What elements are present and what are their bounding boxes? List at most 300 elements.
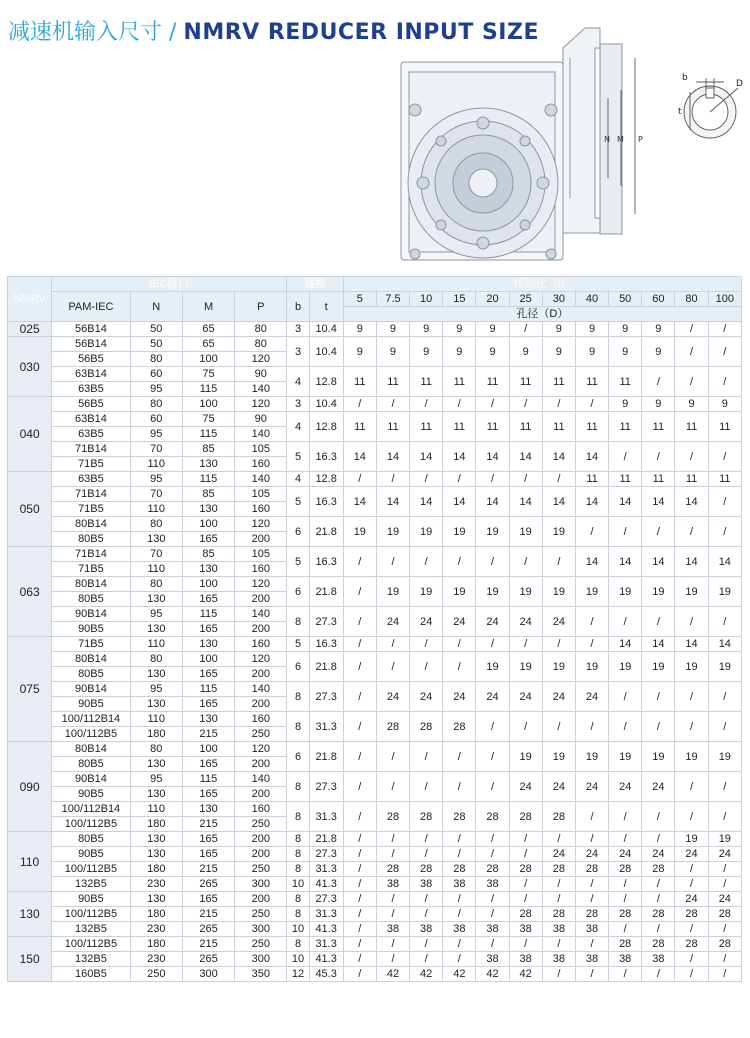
title-en: NMRV REDUCER INPUT SIZE bbox=[183, 20, 539, 45]
t-cell: 16.3 bbox=[309, 442, 343, 472]
bore-cell: / bbox=[443, 772, 476, 802]
dim-n-label: N bbox=[604, 135, 610, 144]
m-cell: 100 bbox=[182, 577, 234, 592]
bore-cell: 24 bbox=[376, 607, 409, 637]
b-cell: 8 bbox=[287, 832, 309, 847]
p-cell: 90 bbox=[235, 367, 287, 382]
bore-cell: 28 bbox=[443, 802, 476, 832]
bore-cell: / bbox=[410, 547, 443, 577]
bore-cell: / bbox=[443, 472, 476, 487]
bore-cell: / bbox=[376, 472, 409, 487]
b-cell: 12 bbox=[287, 967, 309, 982]
m-cell: 100 bbox=[182, 352, 234, 367]
bore-cell: 19 bbox=[509, 742, 542, 772]
ratio-header-cell: 60 bbox=[642, 292, 675, 307]
bore-cell: / bbox=[410, 907, 443, 922]
pam-iec-cell: 100/112B5 bbox=[52, 817, 130, 832]
bore-cell: 28 bbox=[509, 907, 542, 922]
bore-cell: / bbox=[609, 442, 642, 472]
table-row bbox=[8, 742, 742, 757]
p-cell: 300 bbox=[235, 877, 287, 892]
bore-cell: 24 bbox=[575, 772, 608, 802]
bore-cell: / bbox=[675, 337, 708, 367]
n-cell: 80 bbox=[130, 397, 182, 412]
bore-cell: / bbox=[509, 397, 542, 412]
bore-cell: / bbox=[343, 637, 376, 652]
bore-cell: 14 bbox=[675, 637, 708, 652]
p-cell: 250 bbox=[235, 862, 287, 877]
table-row bbox=[8, 877, 742, 892]
bore-cell: 19 bbox=[675, 742, 708, 772]
bore-cell: / bbox=[509, 832, 542, 847]
dim-d-label: D bbox=[736, 79, 743, 89]
m-cell: 130 bbox=[182, 637, 234, 652]
bore-cell: 19 bbox=[708, 742, 741, 772]
bore-cell: 19 bbox=[675, 652, 708, 682]
bore-cell: / bbox=[476, 397, 509, 412]
bore-cell: 24 bbox=[443, 682, 476, 712]
p-cell: 140 bbox=[235, 607, 287, 622]
bore-cell: / bbox=[410, 832, 443, 847]
p-cell: 120 bbox=[235, 652, 287, 667]
p-cell: 200 bbox=[235, 697, 287, 712]
bore-cell: / bbox=[675, 607, 708, 637]
bore-cell: 11 bbox=[476, 412, 509, 442]
bore-cell: / bbox=[708, 322, 741, 337]
bore-cell: 9 bbox=[642, 397, 675, 412]
table-row bbox=[8, 637, 742, 652]
p-cell: 80 bbox=[235, 337, 287, 352]
bore-cell: 19 bbox=[642, 742, 675, 772]
bore-cell: 14 bbox=[609, 637, 642, 652]
m-cell: 165 bbox=[182, 532, 234, 547]
n-cell: 130 bbox=[130, 757, 182, 772]
bore-cell: 28 bbox=[509, 802, 542, 832]
bore-cell: / bbox=[410, 847, 443, 862]
bore-cell: 19 bbox=[708, 652, 741, 682]
bore-cell: 38 bbox=[410, 877, 443, 892]
bore-cell: 14 bbox=[343, 442, 376, 472]
bore-cell: 38 bbox=[509, 952, 542, 967]
bore-cell: 11 bbox=[642, 472, 675, 487]
bore-cell: / bbox=[575, 517, 608, 547]
bore-cell: 24 bbox=[609, 772, 642, 802]
model-cell: 110 bbox=[8, 832, 52, 892]
p-cell: 140 bbox=[235, 772, 287, 787]
bore-cell: / bbox=[708, 877, 741, 892]
pam-iec-cell: 63B5 bbox=[52, 427, 130, 442]
bore-cell: / bbox=[675, 442, 708, 472]
b-cell: 3 bbox=[287, 397, 309, 412]
m-cell: 100 bbox=[182, 742, 234, 757]
bore-cell: / bbox=[675, 367, 708, 397]
bore-cell: 19 bbox=[642, 652, 675, 682]
bore-cell: / bbox=[376, 892, 409, 907]
bore-cell: / bbox=[642, 442, 675, 472]
bore-cell: 14 bbox=[642, 487, 675, 517]
m-cell: 165 bbox=[182, 622, 234, 637]
b-cell: 4 bbox=[287, 367, 309, 397]
bore-cell: / bbox=[509, 937, 542, 952]
bore-cell: 38 bbox=[443, 922, 476, 937]
p-cell: 160 bbox=[235, 802, 287, 817]
n-cell: 95 bbox=[130, 382, 182, 397]
b-cell: 8 bbox=[287, 907, 309, 922]
bore-cell: / bbox=[443, 397, 476, 412]
p-cell: 160 bbox=[235, 457, 287, 472]
ratio-header-cell: 50 bbox=[609, 292, 642, 307]
bore-cell: 9 bbox=[675, 397, 708, 412]
t-cell: 21.8 bbox=[309, 652, 343, 682]
bore-cell: / bbox=[542, 877, 575, 892]
t-cell: 10.4 bbox=[309, 322, 343, 337]
bore-cell: 19 bbox=[509, 577, 542, 607]
bore-cell: / bbox=[708, 517, 741, 547]
m-cell: 165 bbox=[182, 667, 234, 682]
bore-cell: / bbox=[343, 952, 376, 967]
bore-cell: 38 bbox=[642, 952, 675, 967]
n-cell: 110 bbox=[130, 502, 182, 517]
n-cell: 80 bbox=[130, 352, 182, 367]
model-cell: 130 bbox=[8, 892, 52, 937]
bore-cell: / bbox=[675, 517, 708, 547]
bore-cell: 24 bbox=[642, 847, 675, 862]
pam-iec-cell: 100/112B14 bbox=[52, 712, 130, 727]
m-cell: 165 bbox=[182, 757, 234, 772]
p-cell: 160 bbox=[235, 712, 287, 727]
bore-cell: 11 bbox=[575, 367, 608, 397]
bore-cell: 28 bbox=[642, 907, 675, 922]
bore-cell: 24 bbox=[609, 847, 642, 862]
t-cell: 27.3 bbox=[309, 607, 343, 637]
p-cell: 250 bbox=[235, 817, 287, 832]
bore-cell: 14 bbox=[476, 442, 509, 472]
header-row bbox=[8, 277, 742, 292]
p-cell: 120 bbox=[235, 397, 287, 412]
ratio-header-cell: 20 bbox=[476, 292, 509, 307]
bore-cell: 11 bbox=[443, 367, 476, 397]
bore-cell: 19 bbox=[443, 577, 476, 607]
bore-cell: / bbox=[708, 922, 741, 937]
n-cell: 130 bbox=[130, 847, 182, 862]
m-cell: 130 bbox=[182, 502, 234, 517]
bore-cell: 42 bbox=[376, 967, 409, 982]
bore-cell: 19 bbox=[542, 742, 575, 772]
bore-cell: 24 bbox=[509, 682, 542, 712]
m-cell: 300 bbox=[182, 967, 234, 982]
bore-cell: / bbox=[443, 637, 476, 652]
bore-cell: 19 bbox=[708, 577, 741, 607]
t-cell: 41.3 bbox=[309, 952, 343, 967]
bore-cell: 28 bbox=[642, 862, 675, 877]
ratio-header-cell: 7.5 bbox=[376, 292, 409, 307]
bore-cell: 24 bbox=[708, 847, 741, 862]
bore-cell: / bbox=[443, 742, 476, 772]
p-cell: 350 bbox=[235, 967, 287, 982]
m-cell: 165 bbox=[182, 832, 234, 847]
header-n: N bbox=[130, 292, 182, 322]
t-cell: 16.3 bbox=[309, 487, 343, 517]
bore-cell: 38 bbox=[609, 952, 642, 967]
bore-cell: / bbox=[410, 637, 443, 652]
bore-cell: 38 bbox=[443, 877, 476, 892]
p-cell: 105 bbox=[235, 487, 287, 502]
header-b: b bbox=[287, 292, 309, 322]
bore-cell: 28 bbox=[476, 862, 509, 877]
pam-iec-cell: 80B5 bbox=[52, 532, 130, 547]
t-cell: 27.3 bbox=[309, 682, 343, 712]
bore-cell: 14 bbox=[642, 547, 675, 577]
b-cell: 8 bbox=[287, 937, 309, 952]
n-cell: 110 bbox=[130, 802, 182, 817]
model-cell: 090 bbox=[8, 742, 52, 832]
bore-cell: 19 bbox=[476, 577, 509, 607]
bore-cell: 9 bbox=[609, 337, 642, 367]
p-cell: 90 bbox=[235, 412, 287, 427]
bore-cell: 14 bbox=[642, 637, 675, 652]
bore-cell: 9 bbox=[642, 337, 675, 367]
pam-iec-cell: 80B14 bbox=[52, 652, 130, 667]
t-cell: 31.3 bbox=[309, 862, 343, 877]
bore-cell: / bbox=[642, 367, 675, 397]
bore-cell: 14 bbox=[376, 487, 409, 517]
bore-cell: 11 bbox=[575, 412, 608, 442]
n-cell: 130 bbox=[130, 892, 182, 907]
m-cell: 65 bbox=[182, 337, 234, 352]
bore-cell: 38 bbox=[575, 952, 608, 967]
n-cell: 130 bbox=[130, 592, 182, 607]
n-cell: 230 bbox=[130, 952, 182, 967]
bore-cell: 24 bbox=[376, 682, 409, 712]
t-cell: 21.8 bbox=[309, 517, 343, 547]
bore-cell: 14 bbox=[708, 637, 741, 652]
bore-cell: / bbox=[376, 832, 409, 847]
bore-cell: / bbox=[476, 742, 509, 772]
bore-cell: / bbox=[343, 967, 376, 982]
bore-cell: / bbox=[675, 952, 708, 967]
table-row bbox=[8, 847, 742, 862]
bore-cell: / bbox=[509, 847, 542, 862]
bore-cell: / bbox=[410, 652, 443, 682]
bore-cell: 9 bbox=[410, 337, 443, 367]
bore-cell: 28 bbox=[410, 712, 443, 742]
bore-cell: / bbox=[542, 832, 575, 847]
b-cell: 8 bbox=[287, 892, 309, 907]
p-cell: 200 bbox=[235, 757, 287, 772]
bore-cell: / bbox=[376, 637, 409, 652]
bore-cell: / bbox=[343, 742, 376, 772]
model-cell: 040 bbox=[8, 397, 52, 472]
b-cell: 8 bbox=[287, 712, 309, 742]
bore-cell: 14 bbox=[410, 487, 443, 517]
t-cell: 21.8 bbox=[309, 742, 343, 772]
bore-cell: 14 bbox=[443, 487, 476, 517]
table-row bbox=[8, 937, 742, 952]
m-cell: 130 bbox=[182, 457, 234, 472]
bore-cell: / bbox=[675, 772, 708, 802]
pam-iec-cell: 132B5 bbox=[52, 922, 130, 937]
m-cell: 75 bbox=[182, 367, 234, 382]
table-row bbox=[8, 487, 742, 502]
pam-iec-cell: 56B5 bbox=[52, 352, 130, 367]
m-cell: 165 bbox=[182, 697, 234, 712]
p-cell: 140 bbox=[235, 427, 287, 442]
bore-cell: / bbox=[542, 937, 575, 952]
table-row bbox=[8, 772, 742, 787]
table-row bbox=[8, 472, 742, 487]
pam-iec-cell: 90B5 bbox=[52, 697, 130, 712]
model-cell: 050 bbox=[8, 472, 52, 547]
bore-cell: 19 bbox=[609, 742, 642, 772]
bore-cell: / bbox=[343, 877, 376, 892]
bore-cell: / bbox=[675, 802, 708, 832]
bore-cell: 11 bbox=[343, 367, 376, 397]
pam-iec-cell: 132B5 bbox=[52, 952, 130, 967]
pam-iec-cell: 71B5 bbox=[52, 637, 130, 652]
bore-cell: 24 bbox=[708, 892, 741, 907]
bore-cell: / bbox=[343, 682, 376, 712]
bore-cell: 11 bbox=[410, 412, 443, 442]
bore-cell: 19 bbox=[476, 652, 509, 682]
n-cell: 180 bbox=[130, 862, 182, 877]
bore-cell: 28 bbox=[476, 802, 509, 832]
m-cell: 165 bbox=[182, 847, 234, 862]
n-cell: 70 bbox=[130, 547, 182, 562]
b-cell: 6 bbox=[287, 742, 309, 772]
n-cell: 70 bbox=[130, 487, 182, 502]
p-cell: 120 bbox=[235, 517, 287, 532]
t-cell: 16.3 bbox=[309, 637, 343, 652]
bore-cell: / bbox=[343, 802, 376, 832]
bore-cell: / bbox=[708, 682, 741, 712]
bore-cell: 24 bbox=[476, 682, 509, 712]
pam-iec-cell: 132B5 bbox=[52, 877, 130, 892]
bore-cell: 14 bbox=[509, 442, 542, 472]
dim-m-label: M bbox=[617, 135, 624, 144]
bore-cell: 19 bbox=[343, 517, 376, 547]
m-cell: 115 bbox=[182, 682, 234, 697]
bore-cell: 28 bbox=[410, 862, 443, 877]
pam-iec-cell: 71B14 bbox=[52, 547, 130, 562]
bore-cell: 28 bbox=[575, 907, 608, 922]
m-cell: 85 bbox=[182, 442, 234, 457]
bore-cell: / bbox=[410, 772, 443, 802]
bore-cell: / bbox=[410, 937, 443, 952]
bore-cell: 28 bbox=[708, 907, 741, 922]
bore-cell: / bbox=[609, 712, 642, 742]
bore-cell: 42 bbox=[509, 967, 542, 982]
n-cell: 180 bbox=[130, 727, 182, 742]
header-pam-iec: PAM-IEC bbox=[52, 292, 130, 322]
m-cell: 75 bbox=[182, 412, 234, 427]
m-cell: 130 bbox=[182, 712, 234, 727]
bore-cell: / bbox=[343, 577, 376, 607]
bore-cell: 11 bbox=[675, 472, 708, 487]
bore-cell: 14 bbox=[542, 442, 575, 472]
bore-cell: 19 bbox=[410, 577, 443, 607]
bore-cell: / bbox=[476, 832, 509, 847]
bore-cell: 24 bbox=[675, 892, 708, 907]
b-cell: 4 bbox=[287, 412, 309, 442]
b-cell: 10 bbox=[287, 877, 309, 892]
bore-cell: 11 bbox=[609, 412, 642, 442]
bore-cell: 24 bbox=[542, 607, 575, 637]
pam-iec-cell: 71B14 bbox=[52, 442, 130, 457]
header-row bbox=[8, 292, 742, 307]
pam-iec-cell: 56B5 bbox=[52, 397, 130, 412]
bore-cell: / bbox=[343, 907, 376, 922]
bore-cell: 9 bbox=[708, 397, 741, 412]
bore-cell: / bbox=[509, 322, 542, 337]
bore-cell: 11 bbox=[609, 367, 642, 397]
bore-cell: 24 bbox=[443, 607, 476, 637]
ratio-header-cell: 40 bbox=[575, 292, 608, 307]
t-cell: 12.8 bbox=[309, 412, 343, 442]
bore-cell: / bbox=[509, 877, 542, 892]
bore-cell: / bbox=[708, 862, 741, 877]
bore-cell: 9 bbox=[410, 322, 443, 337]
t-cell: 27.3 bbox=[309, 847, 343, 862]
bore-cell: 14 bbox=[542, 487, 575, 517]
bore-cell: / bbox=[376, 937, 409, 952]
bore-cell: / bbox=[343, 937, 376, 952]
n-cell: 50 bbox=[130, 322, 182, 337]
bore-cell: 9 bbox=[443, 337, 476, 367]
bore-cell: / bbox=[609, 922, 642, 937]
m-cell: 265 bbox=[182, 952, 234, 967]
header-p: P bbox=[235, 292, 287, 322]
bore-cell: / bbox=[476, 712, 509, 742]
pam-iec-cell: 80B14 bbox=[52, 742, 130, 757]
n-cell: 180 bbox=[130, 937, 182, 952]
p-cell: 160 bbox=[235, 637, 287, 652]
bore-cell: / bbox=[343, 652, 376, 682]
header-ratio: 传动比（i） bbox=[343, 277, 741, 292]
p-cell: 120 bbox=[235, 742, 287, 757]
table-row bbox=[8, 412, 742, 427]
t-cell: 31.3 bbox=[309, 907, 343, 922]
n-cell: 110 bbox=[130, 712, 182, 727]
m-cell: 100 bbox=[182, 652, 234, 667]
table-row bbox=[8, 892, 742, 907]
ratio-header-cell: 80 bbox=[675, 292, 708, 307]
bore-cell: / bbox=[575, 832, 608, 847]
table-row bbox=[8, 607, 742, 622]
bore-cell: / bbox=[708, 607, 741, 637]
bore-cell: / bbox=[575, 892, 608, 907]
bore-cell: / bbox=[443, 547, 476, 577]
b-cell: 10 bbox=[287, 922, 309, 937]
t-cell: 41.3 bbox=[309, 922, 343, 937]
bore-cell: 28 bbox=[675, 907, 708, 922]
bore-cell: / bbox=[410, 397, 443, 412]
b-cell: 8 bbox=[287, 847, 309, 862]
table-row bbox=[8, 367, 742, 382]
table-row bbox=[8, 862, 742, 877]
p-cell: 105 bbox=[235, 547, 287, 562]
bore-cell: / bbox=[476, 892, 509, 907]
bore-cell: 14 bbox=[443, 442, 476, 472]
bore-cell: / bbox=[476, 847, 509, 862]
bore-cell: / bbox=[376, 847, 409, 862]
p-cell: 80 bbox=[235, 322, 287, 337]
b-cell: 3 bbox=[287, 322, 309, 337]
bore-cell: / bbox=[509, 892, 542, 907]
pam-iec-cell: 71B5 bbox=[52, 457, 130, 472]
p-cell: 200 bbox=[235, 832, 287, 847]
bore-cell: / bbox=[642, 682, 675, 712]
bore-cell: 19 bbox=[542, 517, 575, 547]
